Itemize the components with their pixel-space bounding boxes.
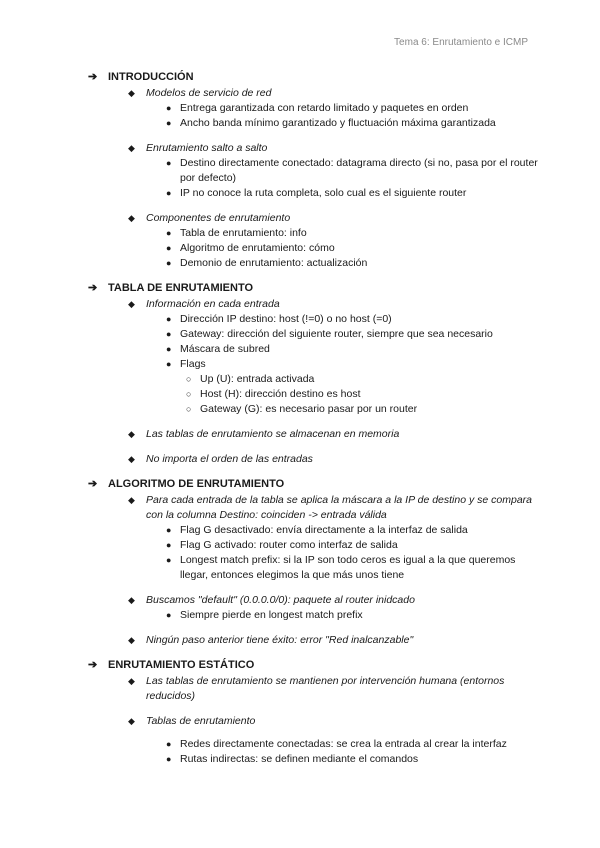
- document-body: [88, 70, 540, 777]
- section-enrutamiento-estatico: [88, 658, 540, 767]
- arrow-icon: ➔: [88, 71, 98, 83]
- bullet-icon: ●: [166, 329, 172, 339]
- diamond-bullet-icon: ◆: [128, 88, 135, 98]
- list-item: ● Algoritmo de enrutamiento: cómo: [166, 242, 335, 254]
- circle-bullet-icon: ○: [186, 374, 192, 384]
- block-title: Ningún paso anterior tiene éxito: error "Red inalcanzable": [146, 634, 414, 646]
- bullet-icon: ●: [166, 359, 172, 369]
- diamond-bullet-icon: ◆: [128, 213, 135, 223]
- bullet-icon: ●: [166, 610, 172, 620]
- bullet-icon: ●: [166, 739, 172, 749]
- list-block: [88, 452, 540, 467]
- list-item: ● Destino directamente conectado: datagrama directo (si no, pasa por el router por defecto): [166, 157, 538, 184]
- list-item: ● Siempre pierde en longest match prefix: [166, 609, 363, 621]
- circle-bullet-icon: ○: [186, 389, 192, 399]
- diamond-bullet-icon: ◆: [128, 716, 135, 726]
- bullet-icon: ●: [166, 228, 172, 238]
- list-block: [88, 211, 540, 271]
- block-title: Para cada entrada de la tabla se aplica la máscara a la IP de destino y se compara con la columna Destino: coinciden -> entrada válida: [146, 494, 533, 521]
- section-title: ALGORITMO DE ENRUTAMIENTO: [108, 478, 285, 490]
- block-title: Buscamos "default" (0.0.0.0/0): paquete al router inidcado: [146, 594, 415, 606]
- list-block: [88, 633, 540, 648]
- arrow-icon: ➔: [88, 478, 98, 490]
- list-item: ● Flag G activado: router como interfaz de salida: [166, 539, 398, 551]
- list-block: [88, 297, 540, 417]
- block-title: Las tablas de enrutamiento se almacenan en memoria: [146, 428, 400, 440]
- section-tabla-enrutamiento: [88, 281, 540, 467]
- block-title: Componentes de enrutamiento: [146, 212, 291, 224]
- list-item: ● Ancho banda mínimo garantizado y fluctuación máxima garantizada: [166, 117, 496, 129]
- diamond-bullet-icon: ◆: [128, 429, 135, 439]
- list-item: ● Rutas indirectas: se definen mediante el comandos: [166, 753, 419, 765]
- block-title: Tablas de enrutamiento: [146, 715, 256, 727]
- arrow-icon: ➔: [88, 282, 98, 294]
- arrow-icon: ➔: [88, 659, 98, 671]
- list-block: [88, 493, 540, 583]
- section-title: INTRODUCCIÓN: [108, 71, 194, 83]
- sub-list-item: ○ Host (H): dirección destino es host: [186, 388, 361, 400]
- bullet-icon: ●: [166, 158, 172, 168]
- bullet-icon: ●: [166, 344, 172, 354]
- diamond-bullet-icon: ◆: [128, 595, 135, 605]
- diamond-bullet-icon: ◆: [128, 495, 135, 505]
- bullet-icon: ●: [166, 540, 172, 550]
- list-item: ● Flag G desactivado: envía directamente a la interfaz de salida: [166, 524, 468, 536]
- list-item: ● Flags: [166, 358, 206, 370]
- block-title: Información en cada entrada: [146, 298, 280, 310]
- diamond-bullet-icon: ◆: [128, 635, 135, 645]
- bullet-icon: ●: [166, 103, 172, 113]
- list-item: ● Dirección IP destino: host (!=0) o no host (=0): [166, 313, 392, 325]
- list-item: ● Tabla de enrutamiento: info: [166, 227, 307, 239]
- list-item: ● Gateway: dirección del siguiente router, siempre que sea necesario: [166, 328, 493, 340]
- list-item: ● Longest match prefix: si la IP son todo ceros es igual a la que queremos llegar, entonces elegimos la que más unos tiene: [166, 554, 516, 581]
- section-introduccion: [88, 70, 540, 271]
- list-item: ● Entrega garantizada con retardo limitado y paquetes en orden: [166, 102, 469, 114]
- list-block: [88, 141, 540, 201]
- block-title: Las tablas de enrutamiento se mantienen por intervención humana (entornos reducidos): [146, 675, 505, 702]
- list-item: ● Demonio de enrutamiento: actualización: [166, 257, 368, 269]
- list-item: ● Redes directamente conectadas: se crea la entrada al crear la interfaz: [166, 738, 507, 750]
- bullet-icon: ●: [166, 525, 172, 535]
- bullet-icon: ●: [166, 314, 172, 324]
- bullet-icon: ●: [166, 555, 172, 565]
- section-title: ENRUTAMIENTO ESTÁTICO: [108, 659, 255, 671]
- list-block: [88, 593, 540, 623]
- diamond-bullet-icon: ◆: [128, 676, 135, 686]
- list-block: [88, 674, 540, 704]
- bullet-icon: ●: [166, 118, 172, 128]
- page-header: Tema 6: Enrutamiento e ICMP: [394, 37, 528, 48]
- list-block: [88, 427, 540, 442]
- bullet-icon: ●: [166, 243, 172, 253]
- list-item: ● Máscara de subred: [166, 343, 270, 355]
- block-title: Modelos de servicio de red: [146, 87, 272, 99]
- diamond-bullet-icon: ◆: [128, 143, 135, 153]
- bullet-icon: ●: [166, 188, 172, 198]
- circle-bullet-icon: ○: [186, 404, 192, 414]
- block-title: Enrutamiento salto a salto: [146, 142, 268, 154]
- block-title: No importa el orden de las entradas: [146, 453, 313, 465]
- list-block: [88, 86, 540, 131]
- section-title: TABLA DE ENRUTAMIENTO: [108, 282, 254, 294]
- bullet-icon: ●: [166, 754, 172, 764]
- diamond-bullet-icon: ◆: [128, 299, 135, 309]
- bullet-icon: ●: [166, 258, 172, 268]
- section-algoritmo-enrutamiento: [88, 477, 540, 648]
- list-block: [88, 714, 540, 767]
- diamond-bullet-icon: ◆: [128, 454, 135, 464]
- list-item: ● IP no conoce la ruta completa, solo cual es el siguiente router: [166, 187, 467, 199]
- sub-list-item: ○ Up (U): entrada activada: [186, 373, 315, 385]
- sub-list-item: ○ Gateway (G): es necesario pasar por un router: [186, 403, 418, 415]
